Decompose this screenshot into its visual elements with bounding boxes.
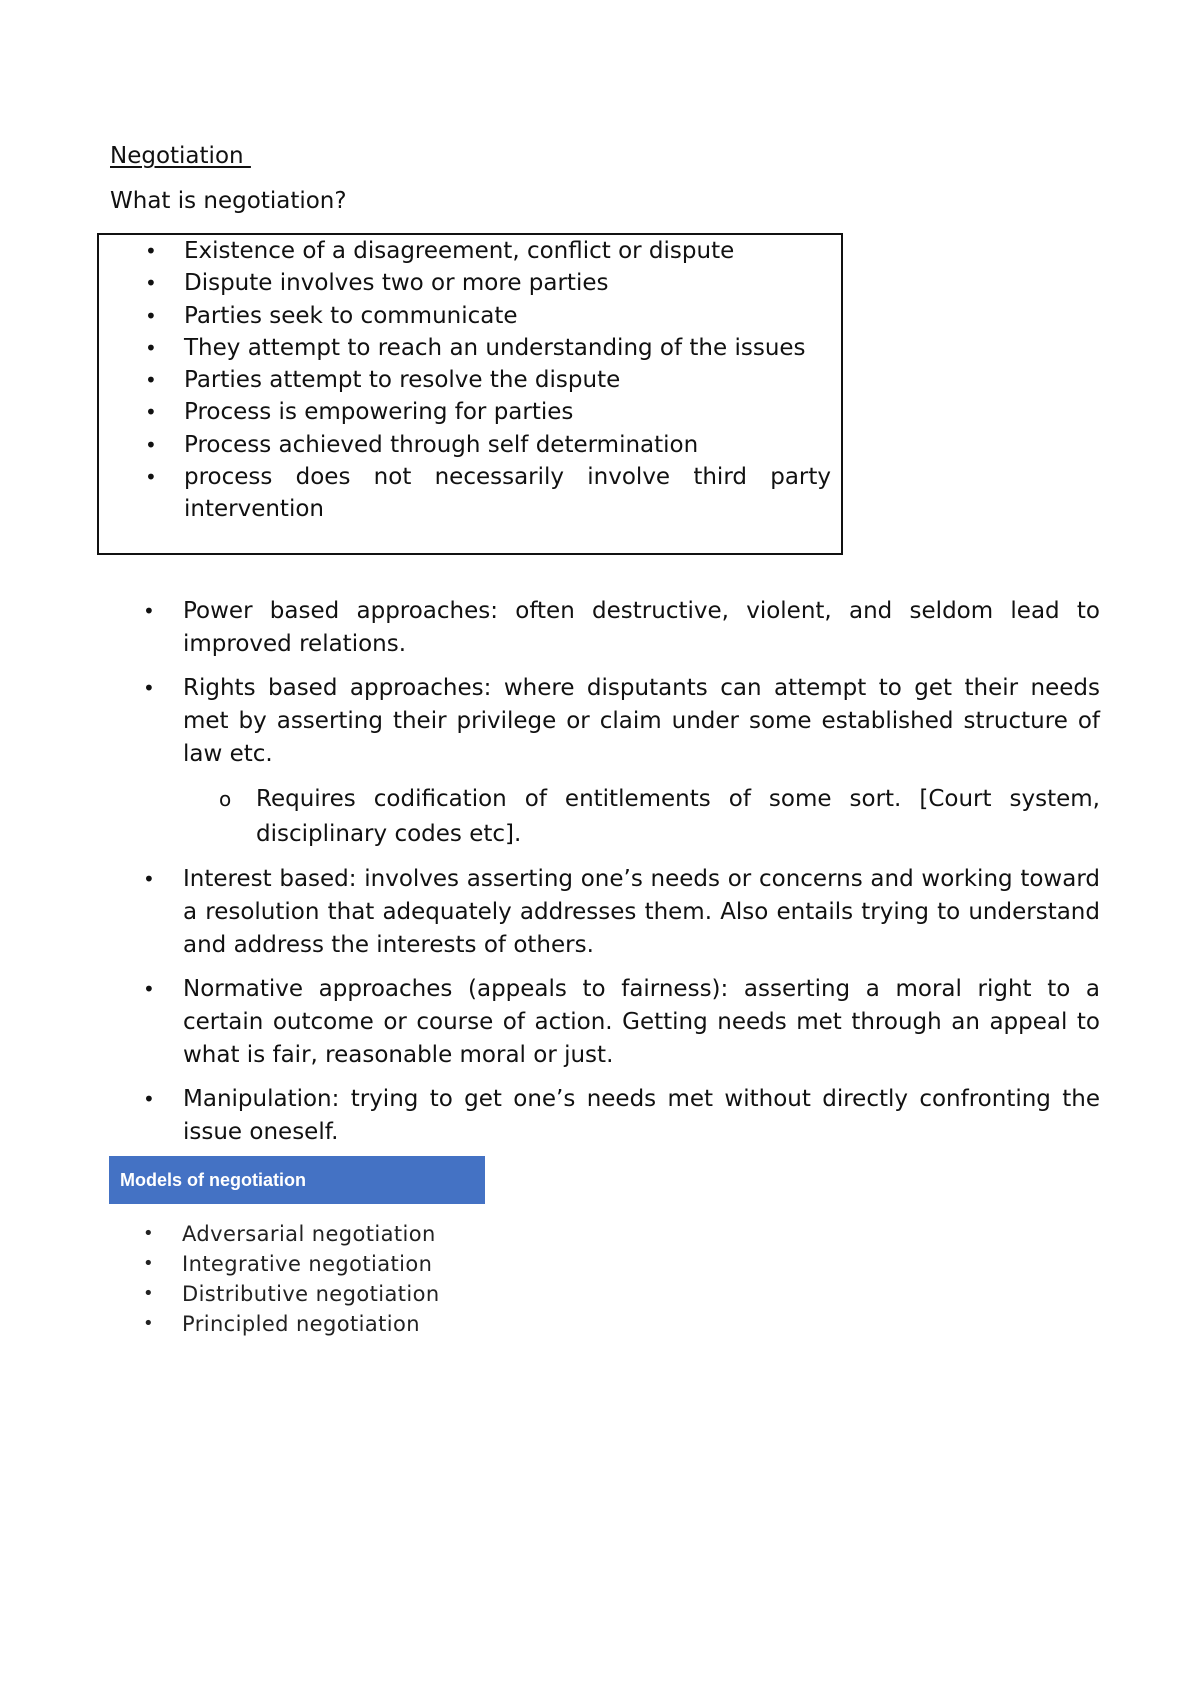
bullet-icon: •	[143, 1223, 155, 1244]
list-item-text: Normative approaches (appeals to fairness): asserting a moral right to a certain outcome or course of action. Getting needs met through an appeal to what is fair, reasonable moral or just.	[183, 976, 1100, 1068]
list-item-text: Principled negotiation	[182, 1312, 420, 1336]
list-item	[0, 1249, 440, 1279]
list-item	[0, 1279, 440, 1309]
list-item	[0, 973, 1100, 1072]
list-item	[0, 672, 1100, 852]
bullet-icon: •	[145, 239, 157, 263]
list-item	[99, 300, 841, 332]
list-item	[0, 1083, 1100, 1149]
models-list	[0, 1219, 440, 1339]
bullet-icon: •	[145, 335, 157, 360]
list-item	[99, 364, 841, 396]
bullet-icon: •	[145, 400, 157, 425]
list-item-text: Existence of a disagreement, conflict or dispute	[184, 238, 735, 264]
list-item-text: Parties seek to communicate	[184, 302, 518, 329]
list-item-text: Parties attempt to resolve the dispute	[184, 367, 621, 394]
list-item	[0, 1219, 440, 1249]
list-item	[99, 396, 841, 428]
bullet-icon: •	[143, 1253, 155, 1274]
list-item-text: Manipulation: trying to get one’s needs met without directly confronting the issue oneself.	[183, 1086, 1100, 1145]
list-item-text: Adversarial negotiation	[182, 1222, 436, 1246]
definition-box	[97, 233, 843, 555]
bullet-icon: •	[145, 432, 157, 457]
models-heading: Models of negotiation	[109, 1156, 485, 1204]
bullet-icon: •	[145, 465, 157, 490]
definition-list	[99, 235, 841, 526]
list-item-text: process does not necessarily involve third party intervention	[184, 464, 831, 523]
list-item-text: Process is empowering for parties	[184, 399, 574, 426]
bullet-icon: •	[143, 1283, 155, 1304]
bullet-icon: •	[145, 368, 157, 393]
sub-list-item-text: Requires codification of entitlements of some sort. [Court system, disciplinary codes etc].	[256, 786, 1100, 847]
bullet-icon: •	[143, 867, 155, 891]
bullet-icon: •	[145, 303, 157, 328]
list-item	[99, 235, 841, 267]
list-item-text: Rights based approaches: where disputants can attempt to get their needs met by asserting their privilege or claim under some established structure of law etc.	[183, 675, 1100, 767]
bullet-icon: •	[143, 599, 155, 623]
list-item	[99, 332, 841, 364]
list-item	[0, 863, 1100, 962]
bullet-icon: •	[143, 1087, 155, 1111]
list-item-text: Integrative negotiation	[182, 1252, 433, 1276]
list-item-text: Power based approaches: often destructive, violent, and seldom lead to improved relations.	[183, 598, 1100, 657]
list-item-text: Interest based: involves asserting one’s needs or concerns and working toward a resolution that adequately addresses them. Also entails trying to understand and address the interests of others.	[183, 866, 1100, 958]
list-item-text: They attempt to reach an understanding of the issues	[184, 334, 806, 361]
list-item	[0, 1309, 440, 1339]
bullet-icon: •	[143, 977, 155, 1001]
section-question: What is negotiation?	[110, 188, 347, 214]
list-item-text: Distributive negotiation	[182, 1282, 440, 1306]
list-item	[99, 461, 841, 526]
list-item-text: Process achieved through self determination	[184, 431, 699, 458]
approaches-list	[0, 595, 1200, 1160]
bullet-icon: •	[143, 1313, 155, 1334]
bullet-icon: •	[145, 271, 157, 296]
sub-list-item	[183, 782, 1100, 852]
list-item	[0, 595, 1100, 661]
circle-bullet-icon: o	[219, 787, 232, 811]
list-item	[99, 429, 841, 461]
bullet-icon: •	[143, 676, 155, 700]
list-item	[99, 267, 841, 299]
document-title: Negotiation	[110, 143, 251, 169]
list-item-text: Dispute involves two or more parties	[184, 270, 609, 297]
